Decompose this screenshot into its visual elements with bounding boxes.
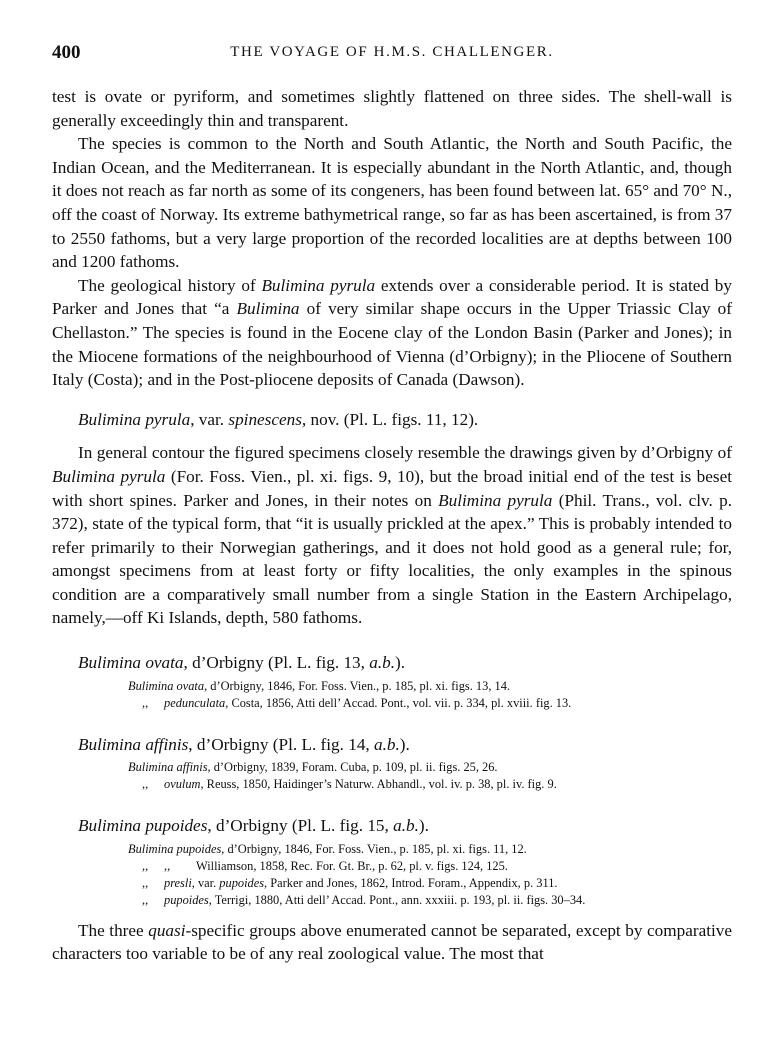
species-entry-ovata (52, 651, 732, 712)
taxon-name: pupoides (164, 892, 209, 907)
taxon-name: Bulimina pyrula (438, 490, 553, 510)
figure-ref: a.b. (374, 734, 400, 754)
citation: , d’Orbigny, 1846, For. Foss. Vien., p. 185, pl. xi. figs. 11, 12. (221, 841, 527, 856)
text: , d’Orbigny (Pl. L. fig. 14, (188, 734, 375, 754)
text: In general contour the figured specimens closely resemble the drawings given by d’Orbigny of (78, 443, 732, 463)
ditto-mark: ,, (164, 858, 171, 873)
ditto-mark: ,, (142, 777, 149, 792)
text: ). (399, 734, 410, 754)
text: (For. Foss. Vien., pl. xi. figs. 9, 10), but the broad initial end of the test is beset with short spines. Parker and Jones, in their notes on (52, 466, 732, 510)
text: (Phil. Trans., vol. clv. p. 372), state of the typical form, that “it is usually prickled at the apex.” This is probably intended to refer primarily to their Norwegian gatherings, and it does not hold good as a general rule; for, amongst specimens from at least forty or fifty localities, the only examples in the spinous condition are a comparatively small number from a single Station in the Eastern Archipelago, namely,—off Ki Islands, depth, 580 fathoms. (52, 490, 732, 628)
citation: , Costa, 1856, Atti dell’ Accad. Pont., vol. vii. p. 334, pl. xviii. fig. 13. (225, 695, 572, 710)
text: , var. (191, 875, 220, 890)
paragraph-distribution: The species is common to the North and South Atlantic, the North and South Pacific, the Indian Ocean, and the Mediterranean. It is especially abundant in the North Atlantic, and, though it does not reach as far north as some of its congeners, has been found between lat. 65° and 70° N., off the coast of Norway. Its extreme bathymetrical range, so far as has been ascertained, is from 37 to 2550 fathoms, but a very large proportion of the recorded localities are at depths between 100 and 1200 fathoms. (52, 134, 732, 272)
text: , d’Orbigny (Pl. L. fig. 15, (207, 816, 394, 836)
running-title: THE VOYAGE OF H.M.S. CHALLENGER. (230, 44, 554, 60)
ditto-mark: ,, (142, 858, 149, 873)
taxon-name: presli (164, 875, 192, 890)
text: , d’Orbigny (Pl. L. fig. 13, (183, 653, 370, 673)
citation: , d’Orbigny, 1839, Foram. Cuba, p. 109, pl. ii. figs. 25, 26. (207, 760, 498, 775)
species-heading (52, 814, 732, 838)
page-number: 400 (52, 42, 81, 63)
taxon-name: pedunculata (164, 695, 226, 710)
synonym-line (52, 875, 732, 892)
citation: , Terrigi, 1880, Atti dell’ Accad. Pont., ann. xxxiii. p. 193, pl. ii. figs. 30–34. (208, 892, 586, 907)
species-entry-affinis (52, 733, 732, 794)
variety-name: spinescens (228, 409, 302, 429)
text: The three (78, 920, 149, 940)
synonym-line (52, 759, 732, 776)
taxon-name: Bulimina pyrula (261, 275, 376, 295)
taxon-name: Bulimina pyrula (78, 409, 191, 429)
text: -specific groups above enumerated cannot be separated, except by comparative characters too variable to be of any real zoological value. The most that (52, 920, 732, 964)
synonym-line (52, 678, 732, 695)
citation: , Reuss, 1850, Haidinger’s Naturw. Abhandl., vol. iv. p. 38, pl. iv. fig. 9. (200, 777, 557, 792)
paragraph-quasi-specific (52, 919, 732, 966)
figure-ref: a.b. (369, 653, 396, 673)
italic-term: quasi (148, 920, 186, 940)
text: The geological history of (78, 275, 262, 295)
synonymy-list (52, 759, 732, 793)
species-heading-pyrula-spinescens (52, 408, 732, 432)
taxon-name: Bulimina pupoides (128, 841, 222, 856)
synonym-line (52, 695, 732, 712)
page-body (52, 85, 732, 966)
taxon-name: Bulimina affinis (128, 760, 208, 775)
text: , var. (190, 409, 229, 429)
taxon-name: Bulimina ovata (128, 678, 205, 693)
paragraph-spinescens (52, 441, 732, 630)
citation: , Parker and Jones, 1862, Introd. Foram., Appendix, p. 311. (264, 875, 558, 890)
text: of very similar shape occurs in the Upper Triassic Clay of Chellaston.” The species is found in the Eocene clay of the London Basin (Parker and Jones); in the Miocene formations of the neighbourhood of Vienna (d’Orbigny); in the Pliocene of Southern Italy (Costa); and in the Post-pliocene deposits of Canada (Dawson). (52, 299, 732, 390)
text: ). (418, 816, 429, 836)
taxon-name: Bulimina (236, 299, 300, 319)
taxon-name: Bulimina affinis (78, 734, 189, 754)
synonymy-list (52, 841, 732, 909)
text: , nov. (Pl. L. figs. 11, 12). (301, 409, 479, 429)
text: extends over a considerable period. It is stated by Parker and Jones that “a (52, 275, 732, 319)
paragraph-continuation: test is ovate or pyriform, and sometimes slightly flattened on three sides. The shell-wall is generally exceedingly thin and transparent. (52, 87, 732, 130)
taxon-name: Bulimina ovata (78, 653, 184, 673)
synonym-line (52, 776, 732, 793)
species-heading (52, 651, 732, 675)
ditto-mark: ,, (142, 695, 149, 710)
citation: , d’Orbigny, 1846, For. Foss. Vien., p. 185, pl. xi. figs. 13, 14. (204, 678, 510, 693)
taxon-name: Bulimina pupoides (78, 816, 208, 836)
taxon-name: Bulimina pyrula (52, 466, 166, 486)
citation: Williamson, 1858, Rec. For. Gt. Br., p. 62, pl. v. figs. 124, 125. (196, 858, 508, 873)
ditto-mark: ,, (142, 875, 149, 890)
paragraph-geological-history (52, 274, 732, 392)
species-heading (52, 733, 732, 757)
figure-ref: a.b. (393, 816, 419, 836)
ditto-mark: ,, (142, 892, 149, 907)
text: ). (395, 653, 406, 673)
taxon-name: pupoides (219, 875, 265, 890)
synonym-line (52, 858, 732, 875)
taxon-name: ovulum (164, 777, 201, 792)
synonymy-list (52, 678, 732, 712)
synonym-line (52, 892, 732, 909)
synonym-line (52, 841, 732, 858)
page-header (52, 42, 732, 68)
species-entry-pupoides (52, 814, 732, 909)
